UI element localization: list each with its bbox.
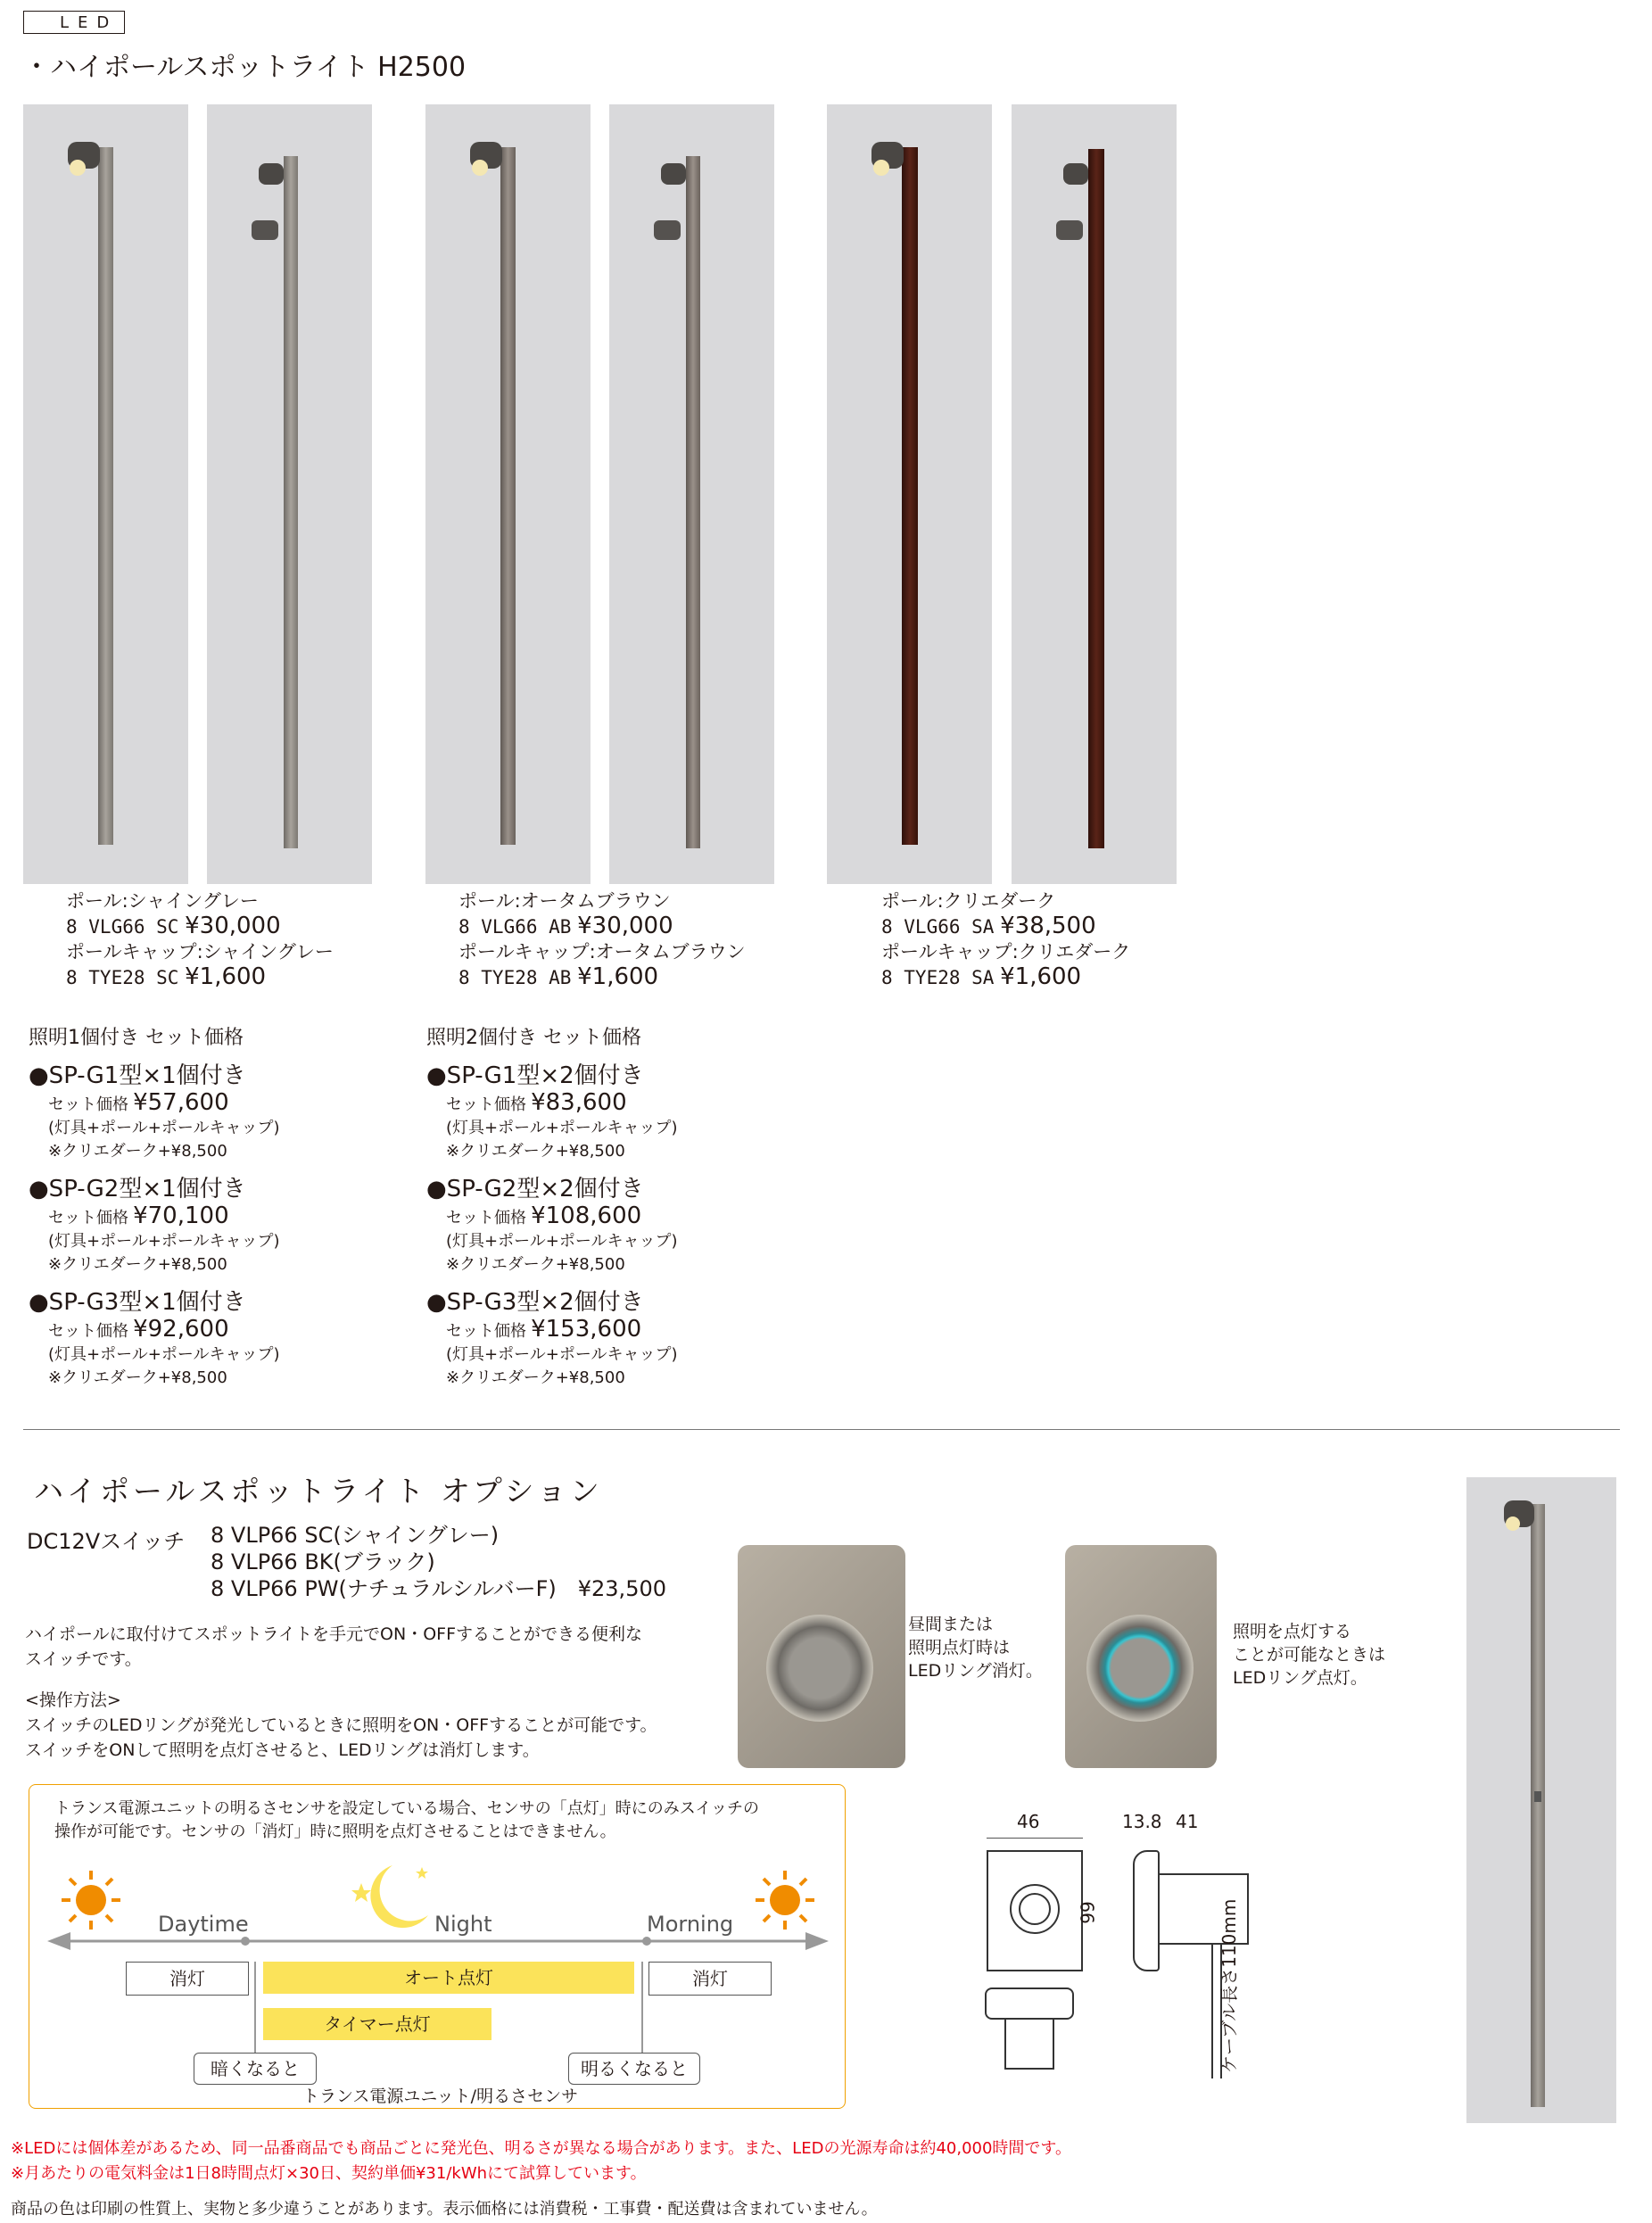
pole-label: ポール:クリエダーク — [881, 890, 1056, 912]
set-item — [29, 1062, 403, 1163]
set-item-name: ●SP-G3型×1個付き — [29, 1289, 246, 1316]
cap-code: 8 TYE28 SA — [881, 967, 995, 988]
footer-note: ※月あたりの電気料金は1日8時間点灯×30日、契約単価¥31/kWhにて試算しています。 — [11, 2164, 647, 2183]
switch-on-caption — [1233, 1620, 1385, 1690]
product-photo-sa-double — [1012, 104, 1177, 884]
time-label-morning: Morning — [647, 1912, 734, 1937]
desc-line: スイッチです。 — [25, 1649, 142, 1669]
cable-length: ケーブル長さ110mm — [1218, 1898, 1240, 2073]
state-off-daytime: 消灯 — [126, 1962, 249, 1996]
switch-ring-inner — [1019, 1893, 1051, 1925]
set-item-note: ※クリエダーク+¥8,500 — [48, 1255, 227, 1274]
switch-on-pole — [1534, 1791, 1541, 1802]
switch-description — [25, 1622, 657, 1763]
pole — [284, 156, 298, 848]
pole-label: ポール:オータムブラウン — [458, 890, 671, 912]
caption-line: 昼間または — [908, 1615, 994, 1634]
time-label-daytime: Daytime — [158, 1912, 249, 1937]
state-off-morning: 消灯 — [648, 1962, 772, 1996]
switch-off-caption — [908, 1613, 1043, 1682]
note-line: トランス電源ユニットの明るさセンサを設定している場合、センサの「点灯」時にのみスイッチの — [54, 1799, 760, 1818]
sun-icon — [754, 1869, 816, 1931]
set-price-label: セット価格 — [446, 1322, 526, 1341]
set-item-price-line — [48, 1316, 403, 1343]
spotlight-head — [1063, 163, 1088, 185]
cap-code: 8 TYE28 SC — [66, 967, 179, 988]
cap-label: ポールキャップ:クリエダーク — [881, 941, 1131, 963]
product-photo-sa-single — [827, 104, 992, 884]
spotlight-lens — [873, 160, 889, 176]
dim-height: 66 — [1076, 1901, 1098, 1924]
pole-price-line — [458, 913, 746, 939]
dim-width: 46 — [1017, 1811, 1040, 1832]
set-price-label: セット価格 — [48, 1095, 128, 1114]
op-line: スイッチのLEDリングが発光しているときに照明をON・OFFすることが可能です。 — [25, 1715, 657, 1735]
pole-code: 8 VLG66 SA — [881, 916, 995, 938]
set-item-price-line — [446, 1202, 801, 1230]
led-tag: LED — [23, 11, 125, 34]
product-photo-ab-single — [425, 104, 591, 884]
section-divider — [23, 1429, 1620, 1430]
spotlight-lens — [472, 160, 488, 176]
set-item-note: ※クリエダーク+¥8,500 — [446, 1255, 625, 1274]
product-caption-sa — [881, 888, 1130, 990]
trigger-bright: 明るくなると — [568, 2053, 700, 2085]
spotlight-head — [654, 220, 681, 240]
cap-price: ¥1,600 — [185, 963, 267, 990]
set-price-value: ¥153,600 — [531, 1316, 642, 1343]
set-price-value: ¥57,600 — [133, 1089, 229, 1116]
spotlight-lens — [1506, 1516, 1520, 1531]
side-plate — [1133, 1850, 1160, 1971]
set-price-2-column — [426, 1022, 801, 1390]
op-heading: <操作方法> — [25, 1690, 121, 1710]
timeline-arrow — [38, 1928, 838, 1954]
set-price-heading: 照明2個付き セット価格 — [426, 1027, 641, 1049]
set-item — [426, 1176, 801, 1277]
pole-with-switch-photo — [1466, 1477, 1616, 2123]
cap-label: ポールキャップ:オータムブラウン — [458, 941, 746, 963]
sun-icon — [60, 1869, 122, 1931]
cap-price-line — [458, 964, 746, 990]
set-item-note: ※クリエダーク+¥8,500 — [446, 1368, 625, 1387]
sensor-diagram-box — [29, 1784, 846, 2109]
switch-plate — [987, 1850, 1083, 1971]
set-item-name: ●SP-G1型×2個付き — [426, 1062, 644, 1089]
sensor-label: トランス電源ユニット/明るさセンサ — [302, 2087, 579, 2106]
set-item-note: (灯具+ポール+ポールキャップ) — [446, 1119, 678, 1137]
switch-off-photo — [738, 1545, 905, 1768]
set-item-note: ※クリエダーク+¥8,500 — [48, 1368, 227, 1387]
time-label-night: Night — [434, 1912, 492, 1937]
switch-models — [211, 1522, 666, 1602]
set-item — [426, 1289, 801, 1390]
caption-line: 照明を点灯する — [1233, 1622, 1352, 1641]
set-price-value: ¥83,600 — [531, 1089, 627, 1116]
state-auto-on: オート点灯 — [263, 1962, 634, 1994]
connector-line — [641, 1962, 643, 2056]
spotlight-head — [252, 220, 278, 240]
product-caption-sc — [66, 888, 334, 990]
product-photo-ab-double — [609, 104, 774, 884]
set-item-price-line — [446, 1316, 801, 1343]
pole-price: ¥38,500 — [1000, 913, 1096, 939]
switch-model-with-price — [211, 1575, 666, 1602]
pole — [686, 156, 700, 848]
set-item-note: (灯具+ポール+ポールキャップ) — [48, 1119, 280, 1137]
dim-line — [987, 1838, 1083, 1839]
pole-price: ¥30,000 — [185, 913, 281, 939]
set-item-note: (灯具+ポール+ポールキャップ) — [48, 1232, 280, 1251]
trigger-dark: 暗くなると — [194, 2053, 317, 2085]
pole-price: ¥30,000 — [577, 913, 673, 939]
cap-price: ¥1,600 — [577, 963, 659, 990]
dimension-drawing-side — [1115, 1806, 1293, 2091]
set-price-label: セット価格 — [48, 1209, 128, 1227]
pole-price-line — [881, 913, 1130, 939]
footer-note: 商品の色は印刷の性質上、実物と多少違うことがあります。表示価格には消費税・工事費・配送費は含まれていません。 — [11, 2200, 878, 2219]
spotlight-head — [1056, 220, 1083, 240]
switch-bottom-view — [985, 1987, 1074, 2020]
footer-note: ※LEDには個体差があるため、同一品番商品でも商品ごとに発光色、明るさが異なる場合があります。また、LEDの光源寿命は約40,000時間です。 — [11, 2139, 1071, 2158]
caption-line: 照明点灯時は — [908, 1638, 1011, 1657]
set-price-label: セット価格 — [446, 1209, 526, 1227]
set-item-price-line — [48, 1089, 403, 1117]
pole — [98, 147, 113, 845]
state-timer-on: タイマー点灯 — [263, 2008, 491, 2040]
set-item-note: (灯具+ポール+ポールキャップ) — [446, 1232, 678, 1251]
switch-price: ¥23,500 — [577, 1576, 666, 1601]
dimension-drawing-front — [972, 1811, 1097, 1980]
set-price-label: セット価格 — [48, 1322, 128, 1341]
set-item-note: (灯具+ポール+ポールキャップ) — [48, 1345, 280, 1364]
switch-button — [1086, 1615, 1194, 1722]
set-item-note: (灯具+ポール+ポールキャップ) — [446, 1345, 678, 1364]
pole-code: 8 VLG66 AB — [458, 916, 572, 938]
dimension-drawing-bottom — [985, 1987, 1074, 2080]
switch-on-photo — [1065, 1545, 1217, 1768]
switch-model: 8 VLP66 SC(シャイングレー) — [211, 1523, 500, 1548]
pole-label: ポール:シャイングレー — [66, 890, 259, 912]
set-item — [29, 1289, 403, 1390]
pole-code: 8 VLG66 SC — [66, 916, 179, 938]
connector-line — [254, 1962, 256, 2056]
pole — [1088, 149, 1104, 848]
cap-price-line — [881, 964, 1130, 990]
set-price-value: ¥70,100 — [133, 1202, 229, 1229]
set-item — [426, 1062, 801, 1163]
dim-depth-1: 13.8 — [1122, 1811, 1162, 1832]
switch-label: DC12Vスイッチ — [27, 1529, 186, 1554]
set-item-price-line — [48, 1202, 403, 1230]
set-item-name: ●SP-G2型×1個付き — [29, 1176, 246, 1202]
cap-label: ポールキャップ:シャイングレー — [66, 941, 334, 963]
op-line: スイッチをONして照明を点灯させると、LEDリングは消灯します。 — [25, 1740, 540, 1760]
set-price-value: ¥108,600 — [531, 1202, 642, 1229]
set-item-name: ●SP-G3型×2個付き — [426, 1289, 644, 1316]
cap-price: ¥1,600 — [1000, 963, 1082, 990]
product-photo-sc-single — [23, 104, 188, 884]
pole — [500, 147, 516, 845]
pole — [902, 147, 918, 845]
set-item-name: ●SP-G1型×1個付き — [29, 1062, 246, 1089]
spotlight-lens — [70, 160, 86, 176]
spotlight-head — [259, 163, 284, 185]
set-price-label: セット価格 — [446, 1095, 526, 1114]
set-price-value: ¥92,600 — [133, 1316, 229, 1343]
caption-line: LEDリング消灯。 — [908, 1661, 1043, 1681]
set-item — [29, 1176, 403, 1277]
set-item-note: ※クリエダーク+¥8,500 — [48, 1142, 227, 1161]
cable — [1211, 1945, 1213, 2078]
set-item-name: ●SP-G2型×2個付き — [426, 1176, 644, 1202]
caption-line: ことが可能なときは — [1233, 1645, 1386, 1665]
spotlight-head — [661, 163, 686, 185]
switch-body-view — [1004, 2020, 1054, 2070]
switch-button — [766, 1615, 873, 1722]
caption-line: LEDリング点灯。 — [1233, 1668, 1367, 1688]
moon-icon — [343, 1856, 442, 1937]
desc-line: ハイポールに取付けてスポットライトを手元でON・OFFすることができる便利な — [25, 1624, 643, 1644]
set-item-note: ※クリエダーク+¥8,500 — [446, 1142, 625, 1161]
cap-price-line — [66, 964, 334, 990]
switch-model: 8 VLP66 BK(ブラック) — [211, 1549, 435, 1574]
page-title: ・ハイポールスポットライト H2500 — [23, 52, 467, 83]
diagram-note — [54, 1797, 759, 1844]
note-line: 操作が可能です。センサの「消灯」時に照明を点灯させることはできません。 — [54, 1822, 616, 1841]
set-price-heading: 照明1個付き セット価格 — [29, 1027, 244, 1049]
dim-depth-2: 41 — [1176, 1811, 1199, 1832]
product-caption-ab — [458, 888, 746, 990]
set-price-1-column — [29, 1022, 403, 1390]
cap-code: 8 TYE28 AB — [458, 967, 572, 988]
pole — [1531, 1504, 1545, 2107]
set-item-price-line — [446, 1089, 801, 1117]
switch-model: 8 VLP66 PW(ナチュラルシルバーF) — [211, 1576, 557, 1601]
pole-price-line — [66, 913, 334, 939]
option-title: ハイポールスポットライト オプション — [34, 1474, 603, 1508]
product-photo-sc-double — [207, 104, 372, 884]
